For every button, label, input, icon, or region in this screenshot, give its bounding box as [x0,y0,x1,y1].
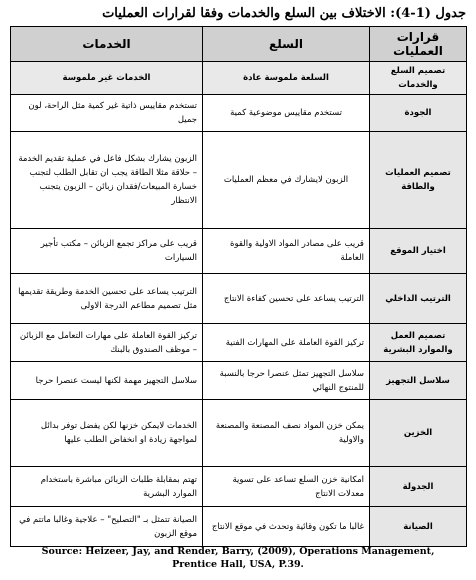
subheader-goods: السلعة ملموسة عادة [203,62,370,95]
table-row [11,132,467,229]
source-citation [10,545,466,571]
row-services: الصيانة تتمثل بـ "التصليح" – علاجية وغالبا ماتتم في موقع الزبون [11,507,203,547]
header-decisions: قرارات العمليات [370,27,467,62]
row-services: سلاسل التجهيز مهمة لكنها ليست عنصرا حرجا [11,362,203,400]
row-services: الزبون يشارك بشكل فاعل في عملية تقديم الخدمة – حلاقة مثلا الطاقة يجب ان تقابل الطلب لتجنب خسارة المبيعات/فقدان زبائن – الزبون يتجنب الانتظار [11,132,203,229]
row-services: قريب على مراكز تجمع الزبائن – مكتب تأجير السيارات [11,229,203,274]
row-goods: امكانية خزن السلع تساعد على تسوية معدلات الانتاج [203,467,370,507]
comparison-table [10,26,467,547]
table-row [11,324,467,362]
row-goods: يمكن خزن المواد نصف المصنعة والمصنعة والاولية [203,400,370,467]
header-services: الخدمات [11,27,203,62]
source-line: Prentice Hall, USA, P.39. [172,559,304,570]
row-goods: سلاسل التجهيز تمثل عنصرا حرجا بالنسبة للمنتوج النهائي [203,362,370,400]
row-services: تستخدم مقاييس ذاتية غير كمية مثل الراحة، لون جميل [11,95,203,132]
table-row [11,362,467,400]
row-decision: سلاسل التجهيز [370,362,467,400]
row-goods: الترتيب يساعد على تحسين كفاءة الانتاج [203,274,370,324]
table-row [11,467,467,507]
row-goods: قريب على مصادر المواد الاولية والقوة العاملة [203,229,370,274]
row-decision: الخزين [370,400,467,467]
row-decision: اختيار الموقع [370,229,467,274]
row-decision: الترتيب الداخلي [370,274,467,324]
table-row [11,507,467,547]
header-row [11,27,467,62]
table-title: جدول (1-4): الاختلاف بين السلع والخدمات وفقا لقرارات العمليات [102,6,466,21]
row-services: تهتم بمقابلة طلبات الزبائن مباشرة باستخدام الموارد البشرية [11,467,203,507]
row-decision: الجودة [370,95,467,132]
row-goods: تركيز القوة العاملة على المهارات الفنية [203,324,370,362]
row-services: الخدمات لايمكن خزنها لكن يفضل توفر بدائل لمواجهة زيادة او انخفاض الطلب عليها [11,400,203,467]
row-goods: تستخدم مقاييس موضوعية كمية [203,95,370,132]
row-services: تركيز القوة العاملة على مهارات التعامل مع الزبائن – موظف الصندوق بالبنك [11,324,203,362]
table-row [11,400,467,467]
header-goods: السلع [203,27,370,62]
subheader-services: الخدمات غير ملموسة [11,62,203,95]
row-decision: تصميم العمليات والطاقة [370,132,467,229]
row-goods: غالبا ما تكون وقائية وتحدث في موقع الانتاج [203,507,370,547]
subheader-decisions: تصميم السلع والخدمات [370,62,467,95]
row-services: الترتيب يساعد على تحسين الخدمة وطريقة تقديمها مثل تصميم مطاعم الدرجة الاولى [11,274,203,324]
row-decision: الجدولة [370,467,467,507]
table-row [11,229,467,274]
subheader-row [11,62,467,95]
row-decision: تصميم العمل والموارد البشرية [370,324,467,362]
source-line: Source: Heizeer, Jay, and Render, Barry, (2009), Operations Management, [41,546,435,557]
row-decision: الصيانة [370,507,467,547]
row-goods: الزبون لايشارك في معظم العمليات [203,132,370,229]
table-row [11,95,467,132]
table-row [11,274,467,324]
